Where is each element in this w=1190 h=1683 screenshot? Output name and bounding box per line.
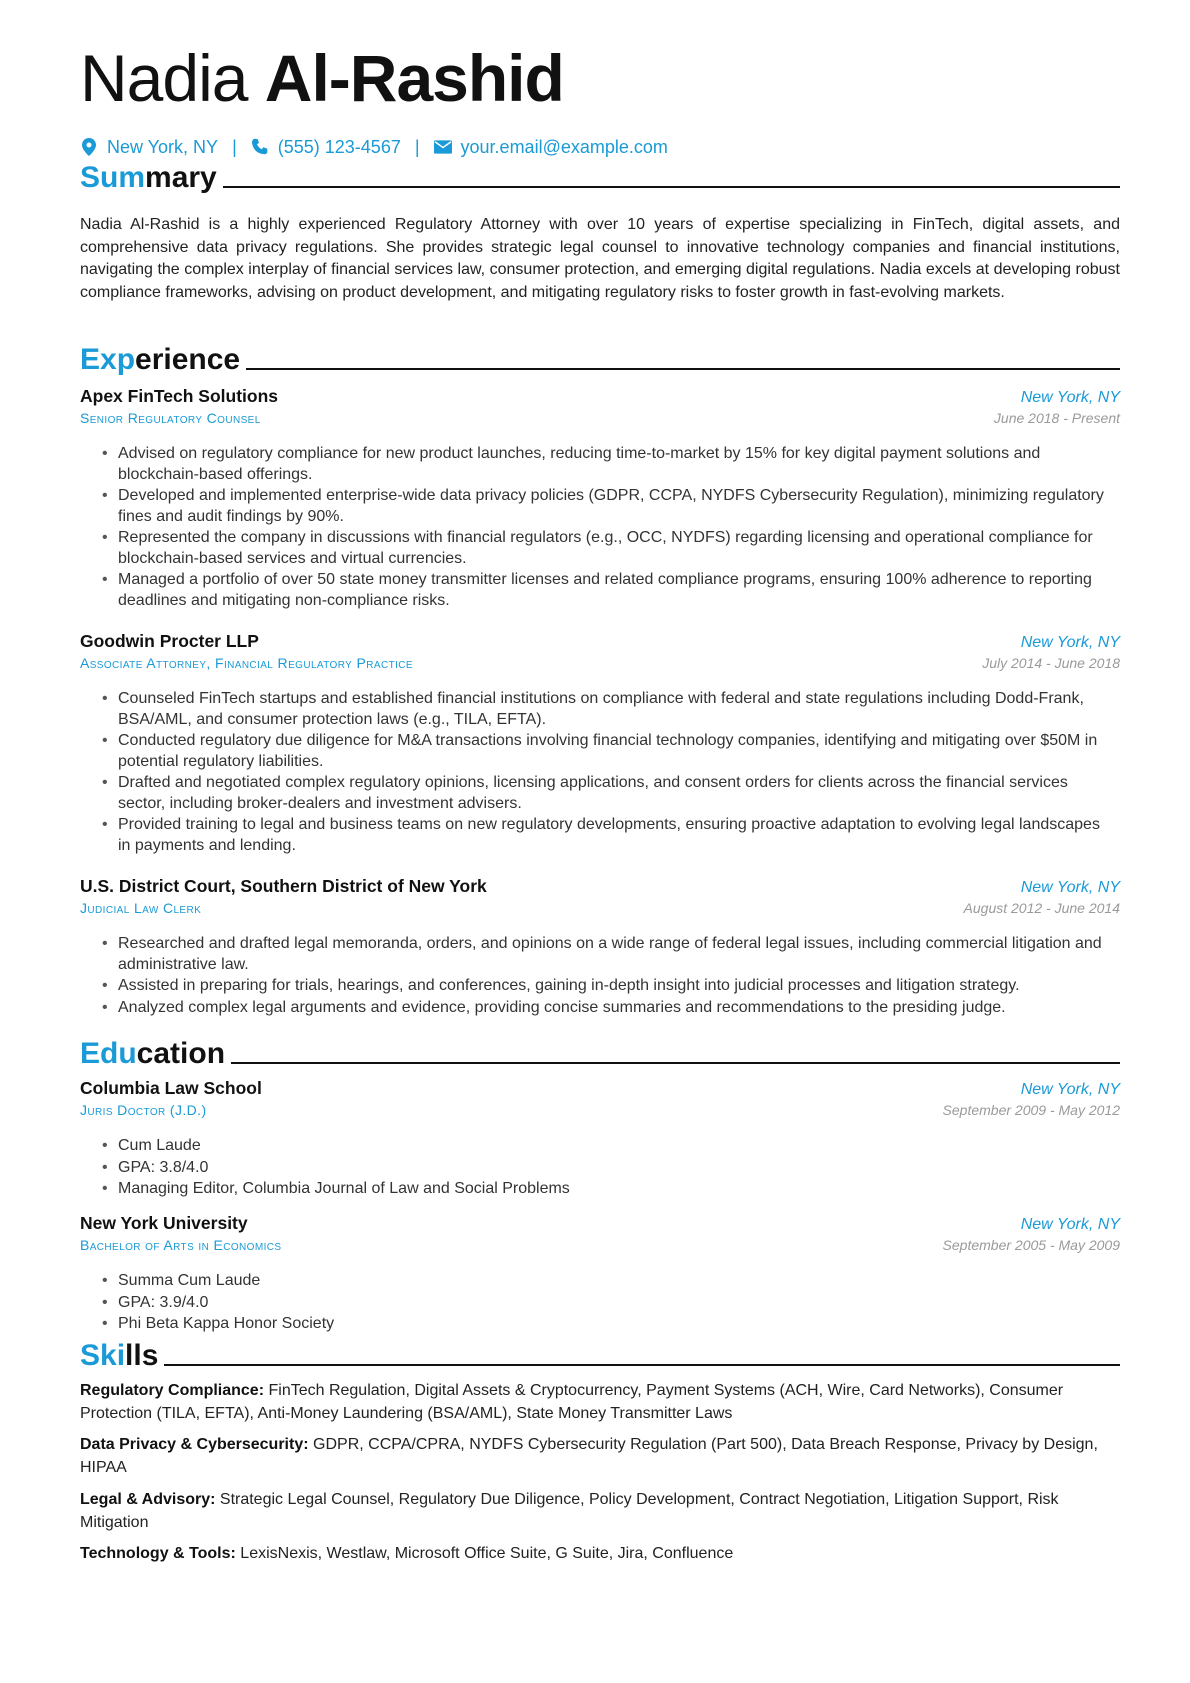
list-item: • GPA: 3.8/4.0	[118, 1158, 1120, 1179]
experience-section-header	[80, 338, 1120, 378]
section-title: Summary	[80, 161, 217, 194]
skill-category: Technology & Tools:	[80, 1545, 236, 1563]
email-text: your.email@example.com	[460, 136, 668, 157]
contact-separator: |	[414, 136, 420, 157]
list-item: • Counseled FinTech startups and established financial institutions on compliance with federal and state regulations including Dodd-Frank, BSA/AML, and consumer protection laws (e.g., TILA, EFTA).	[118, 689, 1120, 730]
list-item: • Analyzed complex legal arguments and evidence, providing concise summaries and recommendations to the presiding judge.	[118, 998, 1120, 1019]
education-section-header	[80, 1032, 1120, 1072]
contact-location	[80, 137, 218, 158]
list-item: • Managed a portfolio of over 50 state money transmitter licenses and related compliance programs, ensuring 100% adherence to reporting deadlines and mitigating non-compliance risks.	[118, 570, 1120, 611]
list-item: • Researched and drafted legal memoranda, orders, and opinions on a wide range of federal legal issues, including commercial litigation and administrative law.	[118, 934, 1120, 975]
contact-email[interactable]	[434, 137, 668, 158]
candidate-name	[80, 38, 564, 118]
job-title: Senior Regulatory Counsel	[80, 410, 261, 426]
skills-list	[80, 1380, 1120, 1575]
section-title: Experience	[80, 343, 241, 376]
envelope-icon	[434, 138, 452, 156]
skill-category: Legal & Advisory:	[80, 1490, 216, 1508]
list-item: • Assisted in preparing for trials, hearings, and conferences, gaining in-depth insight into judicial processes and litigation strategy.	[118, 976, 1120, 997]
last-name: Al-Rashid	[264, 41, 564, 115]
skill-values: Strategic Legal Counsel, Regulatory Due Diligence, Policy Development, Contract Negotiation, Litigation Support, Risk Mitigation	[80, 1490, 1059, 1531]
list-item: • Advised on regulatory compliance for new product launches, reducing time-to-market by 15% for key digital payment solutions and blockchain-based offerings.	[118, 444, 1120, 485]
entry-dates: July 2014 - June 2018	[982, 655, 1120, 671]
list-item: • Drafted and negotiated complex regulatory opinions, licensing applications, and consent orders for clients across the financial services sector, including broker-dealers and investment advisers.	[118, 773, 1120, 814]
bullet-list	[80, 1271, 1120, 1335]
bullet-list	[80, 934, 1120, 1018]
summary-section-header	[80, 156, 1120, 196]
list-item: • GPA: 3.9/4.0	[118, 1293, 1120, 1314]
organization-name: U.S. District Court, Southern District of New York	[80, 876, 487, 896]
entry-dates: September 2005 - May 2009	[942, 1237, 1120, 1253]
list-item: • Conducted regulatory due diligence for M&A transactions involving financial technology companies, identifying and mitigating over $50M in potential regulatory liabilities.	[118, 731, 1120, 772]
phone-icon	[251, 138, 269, 156]
list-item: • Provided training to legal and business teams on new regulatory developments, ensuring proactive adaptation to evolving legal landscapes in payments and lending.	[118, 815, 1120, 856]
section-title: Skills	[80, 1339, 159, 1372]
education-entry	[80, 1213, 1120, 1336]
experience-entry	[80, 631, 1120, 857]
skill-values: LexisNexis, Westlaw, Microsoft Office Suite, G Suite, Jira, Confluence	[240, 1545, 734, 1563]
skill-row	[80, 1434, 1120, 1479]
first-name: Nadia	[80, 41, 248, 115]
summary-text: Nadia Al-Rashid is a highly experienced Regulatory Attorney with over 10 years of expertise specializing in FinTech, digital assets, and comprehensive data privacy regulations. She provides strategic legal counsel to innovative technology companies and financial institutions, navigating the complex interplay of financial services law, consumer protection, and emerging digital regulations. Nadia excels at developing robust compliance frameworks, advising on product development, and mitigating regulatory risks to foster growth in fast-evolving markets.	[80, 216, 1120, 302]
organization-name: Goodwin Procter LLP	[80, 631, 259, 651]
entry-location: New York, NY	[1020, 1216, 1120, 1233]
entry-location: New York, NY	[1020, 1081, 1120, 1098]
skill-values: FinTech Regulation, Digital Assets & Cryptocurrency, Payment Systems (ACH, Wire, Card Networks), Consumer Protection (TILA, EFTA), Anti-Money Laundering (BSA/AML), State Money Transmitter Laws	[80, 1382, 1064, 1422]
list-item: • Phi Beta Kappa Honor Society	[118, 1314, 1120, 1335]
list-item: • Cum Laude	[118, 1136, 1120, 1157]
bullet-list	[80, 1136, 1120, 1200]
degree: Bachelor of Arts in Economics	[80, 1237, 282, 1253]
skill-category: Regulatory Compliance:	[80, 1382, 265, 1399]
degree: Juris Doctor (J.D.)	[80, 1102, 207, 1118]
education-entry	[80, 1078, 1120, 1201]
skill-values: GDPR, CCPA/CPRA, NYDFS Cybersecurity Regulation (Part 500), Data Breach Response, Privacy by Design, HIPAA	[80, 1436, 1098, 1477]
section-rule	[223, 186, 1120, 188]
entry-location: New York, NY	[1020, 634, 1120, 651]
organization-name: Apex FinTech Solutions	[80, 386, 279, 406]
skill-row	[80, 1380, 1120, 1425]
list-item: • Summa Cum Laude	[118, 1271, 1120, 1292]
list-item: • Developed and implemented enterprise-wide data privacy policies (GDPR, CCPA, NYDFS Cybersecurity Regulation), minimizing regulatory fines and audit findings by 90%.	[118, 486, 1120, 527]
section-rule	[246, 368, 1120, 370]
location-text: New York, NY	[107, 136, 219, 157]
list-item: • Managing Editor, Columbia Journal of Law and Social Problems	[118, 1179, 1120, 1200]
bullet-list	[80, 689, 1120, 856]
list-item: • Represented the company in discussions with financial regulators (e.g., OCC, NYDFS) regarding licensing and operational compliance for blockchain-based services and virtual currencies.	[118, 528, 1120, 569]
skill-row	[80, 1543, 1120, 1566]
entry-dates: June 2018 - Present	[993, 410, 1120, 426]
entry-location: New York, NY	[1020, 879, 1120, 896]
school-name: Columbia Law School	[80, 1078, 262, 1098]
skill-row	[80, 1489, 1120, 1534]
job-title: Associate Attorney, Financial Regulatory Practice	[80, 655, 413, 671]
skills-section-header	[80, 1334, 1120, 1374]
job-title: Judicial Law Clerk	[80, 900, 202, 916]
section-rule	[164, 1364, 1120, 1366]
contact-phone[interactable]	[251, 137, 401, 158]
map-marker-icon	[80, 138, 98, 156]
section-title: Education	[80, 1037, 226, 1070]
section-rule	[231, 1062, 1120, 1064]
experience-entry	[80, 386, 1120, 612]
entry-location: New York, NY	[1020, 389, 1120, 406]
skill-category: Data Privacy & Cybersecurity:	[80, 1436, 309, 1454]
contact-separator: |	[232, 136, 237, 157]
entry-dates: August 2012 - June 2014	[963, 900, 1120, 916]
phone-text: (555) 123-4567	[277, 136, 401, 157]
bullet-list	[80, 444, 1120, 611]
entry-dates: September 2009 - May 2012	[942, 1102, 1120, 1118]
experience-entry	[80, 876, 1120, 1019]
school-name: New York University	[80, 1213, 248, 1233]
